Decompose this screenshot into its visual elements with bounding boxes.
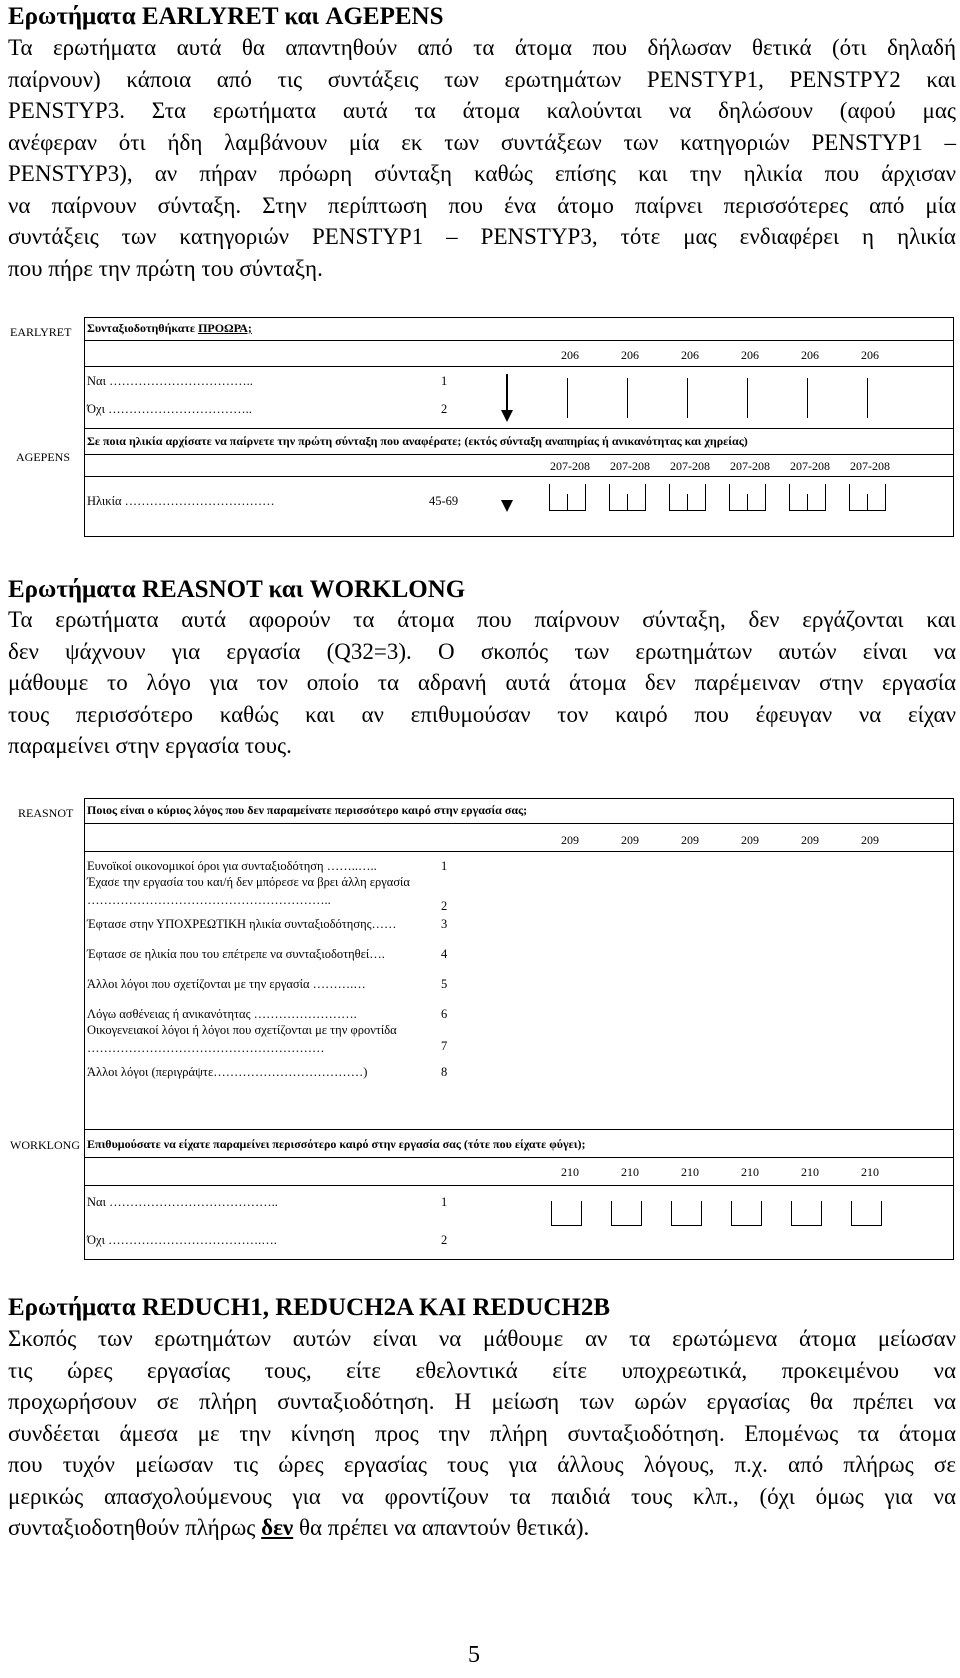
answer-box-marker <box>825 484 826 510</box>
paragraph-line: PENSTYP3. Στα ερωτήματα αυτά τα άτομα καλούνται να δηλώσουν (αφού μας <box>8 98 956 123</box>
option-value: 5 <box>441 977 448 991</box>
answer-box-marker <box>849 484 850 510</box>
paragraph-line: παίρνουν) κάποια από τις συντάξεις των ερωτημάτων PENSTYP1, PENSTPY2 και <box>8 66 956 92</box>
answer-box-marker <box>731 1201 732 1225</box>
column-code: 209 <box>621 833 639 847</box>
paragraph-line: συντάξεις των κατηγοριών PENSTYP1 – PENSTYP3, τότε μας ενδιαφέρει η ηλικία <box>8 224 956 249</box>
option-label: Έχασε την εργασία του και/ή δεν μπόρεσε να βρει άλλη εργασία <box>87 875 410 889</box>
answer-box-marker <box>585 484 586 510</box>
variable-code-agepens: AGEPENS <box>16 450 71 464</box>
column-code: 207-208 <box>790 459 830 473</box>
option-value-no: 2 <box>441 1233 448 1247</box>
paragraph-line: συνταξιοδοτηθούν πλήρως δεν θα πρέπει να απαντούν θετικά). <box>8 1515 590 1540</box>
option-label: Άλλοι λόγοι (περιγράψτε………………………………) <box>87 1065 368 1079</box>
answer-box-marker <box>731 1225 762 1226</box>
answer-box-marker <box>705 484 706 510</box>
column-code: 206 <box>561 348 579 362</box>
option-label: Ευνοϊκοί οικονομικοί όροι για συνταξιοδότηση ……..….. <box>87 859 377 873</box>
answer-box-marker <box>701 1201 702 1225</box>
option-label-continued: ………………………………………………….. <box>87 893 331 907</box>
option-value: 1 <box>441 859 448 873</box>
paragraph-line: μερικώς απασχολούμενους για να φροντίζουν τα παιδιά τους κλπ., (όχι όμως για να <box>8 1483 956 1509</box>
paragraph-line: που τυχόν μείωσαν τις ώρες εργασίας τους για άλλους λόγους, π.χ. από πλήρως σε <box>8 1452 956 1477</box>
paragraph-line: παραμείνει στην εργασία τους. <box>8 733 292 758</box>
column-code: 207-208 <box>550 459 590 473</box>
column-code: 209 <box>861 833 879 847</box>
variable-code-earlyret: EARLYRET <box>10 325 72 339</box>
divider <box>85 851 953 852</box>
column-code: 210 <box>621 1165 639 1179</box>
option-value: 6 <box>441 1007 448 1021</box>
variable-code-reasnot: REASNOT <box>18 806 74 820</box>
section-heading-reasnot: Ερωτήματα REASNOT και WORKLONG <box>8 576 466 603</box>
answer-box-marker <box>851 1201 852 1225</box>
answer-box-marker <box>611 1201 612 1225</box>
divider <box>85 366 953 367</box>
column-code: 207-208 <box>610 459 650 473</box>
option-value: 4 <box>441 947 448 961</box>
answer-box-marker <box>791 1201 792 1225</box>
divider <box>85 823 953 824</box>
paragraph-line: Τα ερωτήματα αυτά θα απαντηθούν από τα άτομα που δήλωσαν θετικά (ότι δηλαδή <box>8 35 956 60</box>
option-label-yes: Ναι ………………………………….. <box>87 1195 278 1209</box>
answer-box-marker <box>549 484 550 510</box>
question-text-agepens: Σε ποια ηλικία αρχίσατε να παίρνετε την πρώτη σύνταξη που αναφέρατε; (εκτός σύνταξη αναπηρίας ή ανικανότητας και χηρείας) <box>87 434 748 448</box>
answer-box-marker <box>747 378 748 418</box>
column-code: 210 <box>561 1165 579 1179</box>
answer-box-marker <box>687 378 688 418</box>
paragraph-line: ανέφεραν ότι ήδη λαμβάνουν μία εκ των συντάξεων των κατηγοριών PENSTYP1 – <box>8 129 956 155</box>
answer-box-marker <box>669 484 670 510</box>
answer-box-marker <box>641 1201 642 1225</box>
answer-box-marker <box>645 484 646 510</box>
divider <box>85 340 953 341</box>
answer-box-marker <box>761 1201 762 1225</box>
column-code: 206 <box>801 348 819 362</box>
skip-arrow-icon <box>499 374 515 424</box>
divider <box>85 1157 953 1158</box>
option-label-yes: Ναι …………………………….. <box>87 374 253 388</box>
section-heading-reduch: Ερωτήματα REDUCH1, REDUCH2A ΚΑΙ REDUCH2B <box>8 1294 610 1321</box>
option-value-age: 45-69 <box>429 494 459 508</box>
column-code: 206 <box>621 348 639 362</box>
skip-arrow-icon <box>499 496 515 518</box>
option-label-continued: ………………………………………………… <box>87 1041 325 1055</box>
option-value-no: 2 <box>441 402 448 416</box>
answer-box-marker <box>609 484 610 510</box>
answer-box-marker <box>807 494 808 510</box>
answer-box-marker <box>567 494 568 510</box>
answer-box-marker <box>551 1201 552 1225</box>
option-label-no: Όχι …………………………….. <box>87 402 252 416</box>
divider <box>85 476 953 477</box>
paragraph-line: PENSTYP3), αν πήραν πρόωρη σύνταξη καθώς επίσης και την ηλικία που άρχισαν <box>8 161 956 186</box>
divider <box>85 1185 953 1186</box>
section-paragraph-1 <box>8 32 956 284</box>
answer-box-marker <box>851 1225 882 1226</box>
option-label-age: Ηλικία ……………………………… <box>87 494 275 508</box>
column-code: 210 <box>681 1165 699 1179</box>
divider <box>85 454 953 455</box>
option-value: 3 <box>441 917 448 931</box>
column-code: 209 <box>681 833 699 847</box>
column-code: 206 <box>741 348 759 362</box>
option-value-yes: 1 <box>441 374 448 388</box>
column-code: 206 <box>861 348 879 362</box>
paragraph-line: τους περισσότερο καθώς και αν επιθυμούσαν τον καιρό που έφευγαν να είχαν <box>8 701 956 727</box>
section-heading-earlyret: Ερωτήματα EARLYRET και AGEPENS <box>8 3 444 30</box>
option-label: Άλλοι λόγοι που σχετίζονται με την εργασία ……….… <box>87 977 366 991</box>
question-box-earlyret-agepens <box>84 317 954 537</box>
answer-box-marker <box>549 510 586 511</box>
answer-box-marker <box>671 1225 702 1226</box>
column-code: 209 <box>801 833 819 847</box>
answer-box-marker <box>627 494 628 510</box>
answer-box-marker <box>567 378 568 418</box>
column-code: 209 <box>561 833 579 847</box>
answer-box-marker <box>669 510 706 511</box>
answer-box-marker <box>551 1225 582 1226</box>
column-code: 207-208 <box>670 459 710 473</box>
answer-box-marker <box>627 378 628 418</box>
answer-box-marker <box>807 378 808 418</box>
paragraph-line: μάθουμε το λόγο για τον οποίο τα αδρανή αυτά άτομα δεν παρέμειναν στην εργασία <box>8 670 956 695</box>
answer-box-marker <box>789 484 790 510</box>
answer-box-marker <box>687 494 688 510</box>
answer-box-marker <box>791 1225 822 1226</box>
option-label: Έφτασε στην ΥΠΟΧΡΕΩΤΙΚΗ ηλικία συνταξιοδότησης…… <box>87 917 397 931</box>
question-box-reasnot-worklong <box>84 798 954 1260</box>
paragraph-line: Τα ερωτήματα αυτά αφορούν τα άτομα που παίρνουν σύνταξη, δεν εργάζονται και <box>8 607 956 632</box>
section-paragraph-2 <box>8 604 956 762</box>
answer-box-marker <box>789 510 826 511</box>
answer-box-marker <box>881 1201 882 1225</box>
column-code: 210 <box>861 1165 879 1179</box>
answer-box-marker <box>609 510 646 511</box>
option-label-no: Όχι ……………………………….…. <box>87 1233 277 1247</box>
option-value: 7 <box>441 1039 448 1053</box>
column-code: 209 <box>741 833 759 847</box>
option-value: 2 <box>441 899 448 913</box>
column-code: 210 <box>801 1165 819 1179</box>
answer-box-marker <box>867 494 868 510</box>
question-text-reasnot: Ποιος είναι ο κύριος λόγος που δεν παραμείνατε περισσότερο καιρό στην εργασία σας; <box>87 803 528 817</box>
answer-box-marker <box>765 484 766 510</box>
answer-box-marker <box>867 378 868 418</box>
column-code: 206 <box>681 348 699 362</box>
divider <box>85 428 953 429</box>
variable-code-worklong: WORKLONG <box>10 1138 80 1152</box>
divider <box>85 1129 953 1130</box>
paragraph-line: συνδέεται άμεσα με την κίνηση προς την πλήρη συνταξιοδότηση. Επομένως τα άτομα <box>8 1420 956 1446</box>
answer-box-marker <box>747 494 748 510</box>
question-text-worklong: Επιθυμούσατε να είχατε παραμείνει περισσότερο καιρό στην εργασία σας (τότε που είχατε φύγει); <box>87 1137 586 1151</box>
option-label: Έφτασε σε ηλικία που του επέτρεπε να συνταξιοδοτηθεί…. <box>87 947 385 961</box>
question-text-earlyret: Συνταξιοδοτηθήκατε ΠΡΟΩΡΑ; <box>87 321 252 335</box>
answer-box-marker <box>611 1225 642 1226</box>
column-code: 207-208 <box>850 459 890 473</box>
answer-box-marker <box>849 510 886 511</box>
paragraph-line: τις ώρες εργασίας τους, είτε εθελοντικά είτε υποχρεωτικά, προκειμένου να <box>8 1357 956 1383</box>
answer-box-marker <box>821 1201 822 1225</box>
answer-box-marker <box>581 1201 582 1225</box>
answer-box-marker <box>729 484 730 510</box>
option-label: Οικογενειακοί λόγοι ή λόγοι που σχετίζονται με την φροντίδα <box>87 1023 397 1037</box>
answer-box-marker <box>729 510 766 511</box>
option-value: 8 <box>441 1065 448 1079</box>
option-label: Λόγω ασθένειας ή ανικανότητας ……………………. <box>87 1007 357 1021</box>
answer-box-marker <box>671 1201 672 1225</box>
paragraph-line: Σκοπός των ερωτημάτων αυτών είναι να μάθουμε αν τα ερωτώμενα άτομα μείωσαν <box>8 1326 956 1351</box>
column-code: 207-208 <box>730 459 770 473</box>
paragraph-line: δεν ψάχνουν για εργασία (Q32=3). Ο σκοπός των ερωτημάτων αυτών είναι να <box>8 638 956 664</box>
page-number: 5 <box>468 1642 480 1668</box>
option-value-yes: 1 <box>441 1195 448 1209</box>
column-code: 210 <box>741 1165 759 1179</box>
answer-box-marker <box>885 484 886 510</box>
paragraph-line: προχωρήσουν σε πλήρη συνταξιοδότηση. Η μείωση των ωρών εργασίας θα πρέπει να <box>8 1389 956 1414</box>
section-paragraph-3 <box>8 1323 956 1544</box>
paragraph-line: που πήρε την πρώτη του σύνταξη. <box>8 255 323 281</box>
paragraph-line: να παίρνουν σύνταξη. Στην περίπτωση που ένα άτομο παίρνει περισσότερες από μία <box>8 192 956 218</box>
